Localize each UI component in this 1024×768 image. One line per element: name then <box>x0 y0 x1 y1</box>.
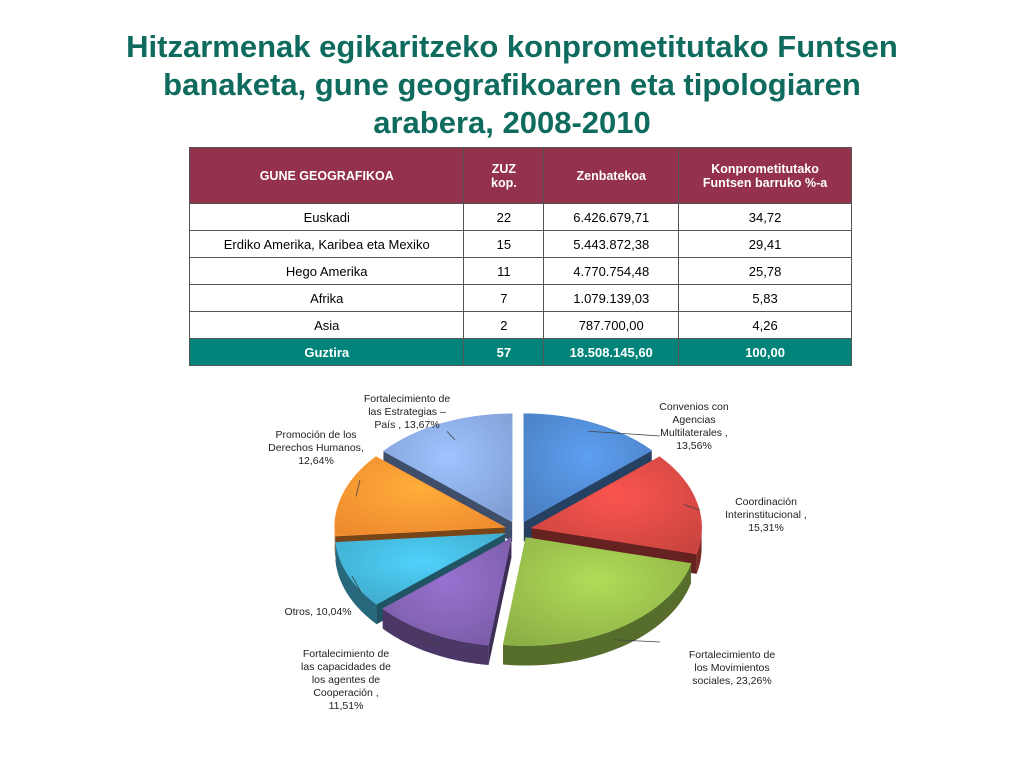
title-line-1: Hitzarmenak egikaritzeko konprometitutako Funtsen <box>126 29 898 64</box>
cell-region: Afrika <box>190 285 464 312</box>
table-row <box>190 312 852 339</box>
header-pct-line-2: Funtsen barruko %-a <box>702 175 828 190</box>
pie-label-line: País , 13,67% <box>374 419 440 431</box>
total-region: Guztira <box>190 339 464 366</box>
title-line-3: arabera, 2008-2010 <box>373 105 651 140</box>
pie-label-line: 11,51% <box>328 700 364 712</box>
pie-label-line: Agencias <box>672 414 716 426</box>
cell-amount: 6.426.679,71 <box>544 204 679 231</box>
slide-title <box>40 28 984 142</box>
pie-label-line: sociales, 23,26% <box>692 675 772 687</box>
cell-pct: 34,72 <box>679 204 852 231</box>
total-count: 57 <box>464 339 544 366</box>
pie-label-line: 15,31% <box>748 522 784 534</box>
pie-label-line: 13,56% <box>676 440 712 452</box>
cell-pct: 25,78 <box>679 258 852 285</box>
pie-label-line: Multilaterales , <box>660 427 728 439</box>
cell-count: 22 <box>464 204 544 231</box>
cell-amount: 1.079.139,03 <box>544 285 679 312</box>
table-row <box>190 204 852 231</box>
pie-label-line: las Estrategias – <box>368 406 446 418</box>
title-line-2: banaketa, gune geografikoaren eta tipologiaren <box>163 67 861 102</box>
cell-pct: 29,41 <box>679 231 852 258</box>
pie-label-line: 12,64% <box>298 455 334 467</box>
cell-region: Erdiko Amerika, Karibea eta Mexiko <box>190 231 464 258</box>
pie-slice-label <box>364 393 451 431</box>
header-pct-line-1: Konprometitutako <box>711 161 819 176</box>
table-row <box>190 285 852 312</box>
pie-label-line: Derechos Humanos, <box>268 442 364 454</box>
table-header-row <box>190 148 852 204</box>
pie-label-line: Otros, 10,04% <box>284 606 352 618</box>
header-count-line-1: ZUZ <box>491 161 517 176</box>
cell-region: Euskadi <box>190 204 464 231</box>
header-region: GUNE GEOGRAFIKOA <box>190 148 464 204</box>
cell-amount: 4.770.754,48 <box>544 258 679 285</box>
funds-table <box>189 147 852 366</box>
cell-count: 2 <box>464 312 544 339</box>
cell-pct: 4,26 <box>679 312 852 339</box>
cell-count: 15 <box>464 231 544 258</box>
pie-label-line: Coordinación <box>735 496 797 508</box>
pie-label-line: Fortalecimiento de <box>363 393 451 405</box>
pie-slice-label <box>301 648 391 712</box>
cell-count: 11 <box>464 258 544 285</box>
table-row <box>190 258 852 285</box>
cell-region: Asia <box>190 312 464 339</box>
typology-pie-chart <box>0 380 1024 768</box>
cell-region: Hego Amerika <box>190 258 464 285</box>
pie-label-line: Cooperación , <box>313 687 379 699</box>
pie-label-line: Fortalecimiento de <box>302 648 390 660</box>
pie-label-line: las capacidades de <box>301 661 391 673</box>
pie-label-line: Fortalecimiento de <box>688 649 776 661</box>
pie-slice-label <box>659 401 729 452</box>
pie-label-line: Convenios con <box>659 401 729 413</box>
pie-slice-label <box>268 429 364 467</box>
pie-label-line: Interinstitucional , <box>725 509 807 521</box>
pie-slice-label <box>725 496 807 534</box>
total-amount: 18.508.145,60 <box>544 339 679 366</box>
cell-pct: 5,83 <box>679 285 852 312</box>
total-pct: 100,00 <box>679 339 852 366</box>
header-count <box>464 148 544 204</box>
table-total-row <box>190 339 852 366</box>
header-pct <box>679 148 852 204</box>
table-row <box>190 231 852 258</box>
pie-label-line: Promoción de los <box>275 429 357 441</box>
pie-label-line: los Movimientos <box>694 662 770 674</box>
header-amount: Zenbatekoa <box>544 148 679 204</box>
cell-count: 7 <box>464 285 544 312</box>
pie-slice-label <box>689 649 776 687</box>
cell-amount: 787.700,00 <box>544 312 679 339</box>
header-count-line-2: kop. <box>491 175 517 190</box>
pie-label-line: los agentes de <box>311 674 381 686</box>
cell-amount: 5.443.872,38 <box>544 231 679 258</box>
pie-slice-label <box>284 606 351 618</box>
